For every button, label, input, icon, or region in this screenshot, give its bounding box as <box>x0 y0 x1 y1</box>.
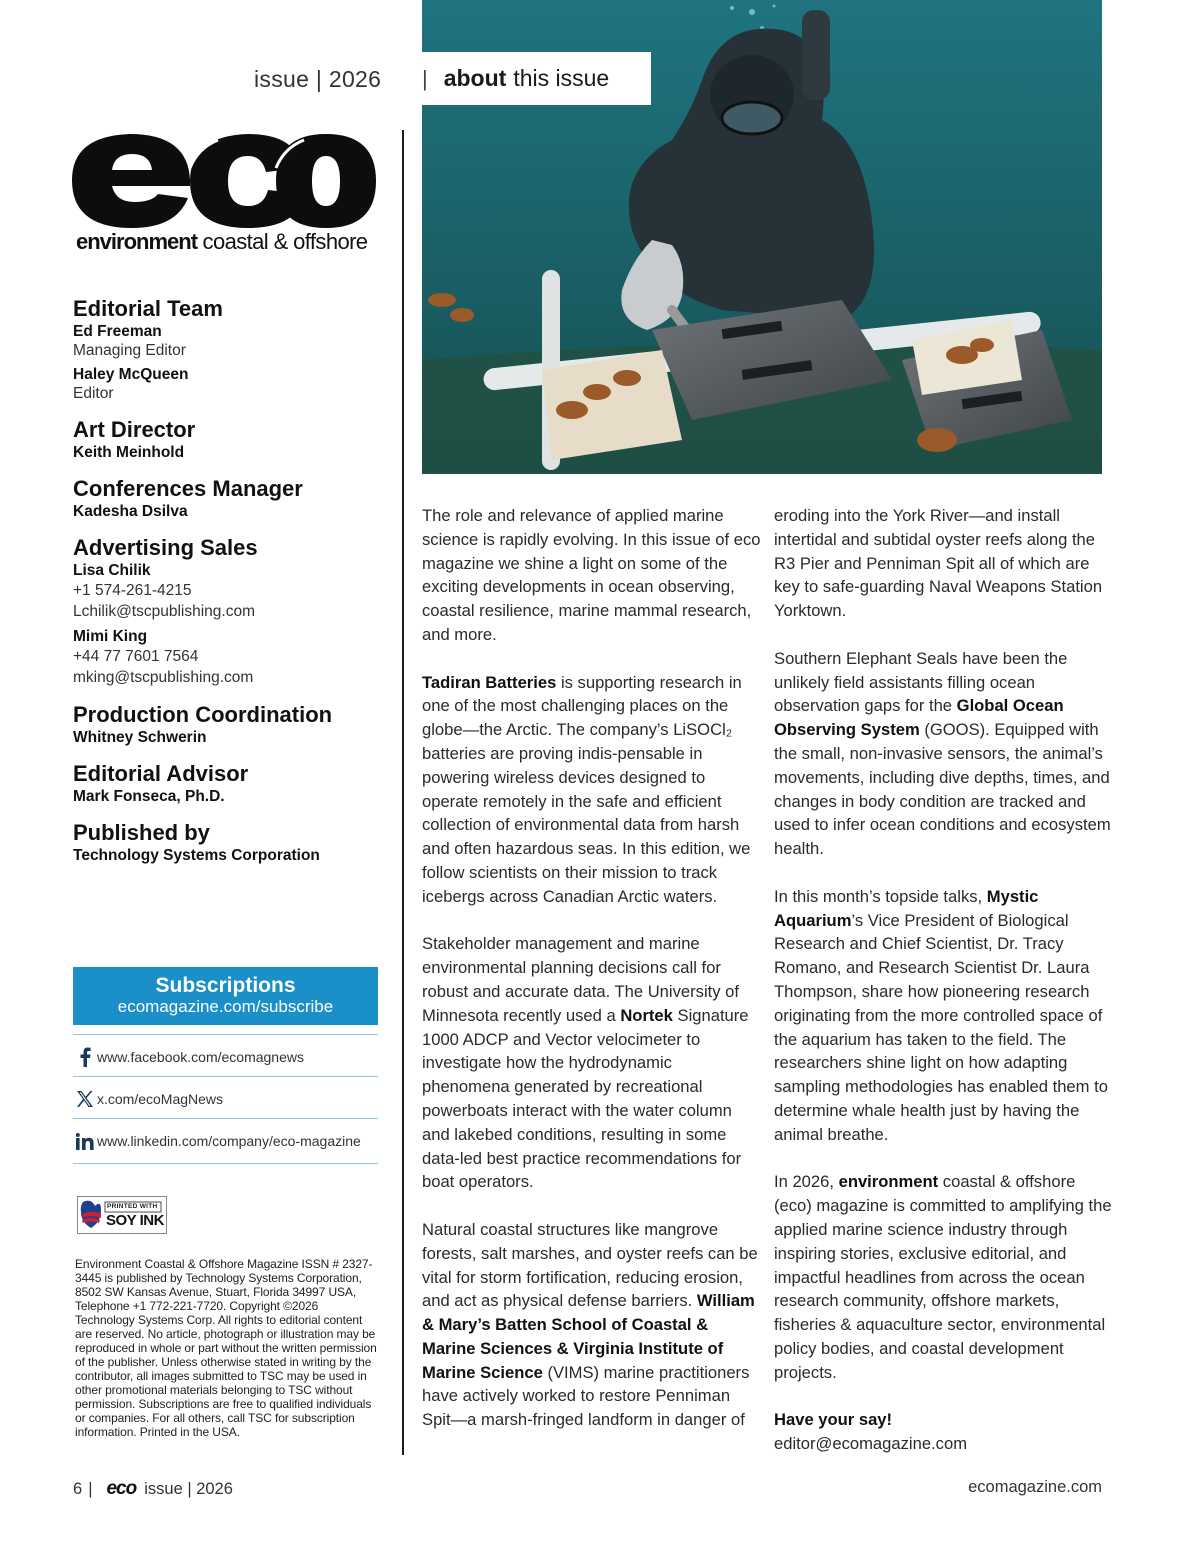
social-x[interactable] <box>73 1078 378 1120</box>
body-para-2-bold: Tadiran Batteries <box>422 672 557 692</box>
soy-ink-badge <box>77 1196 167 1234</box>
soy-ink-line1: PRINTED WITH <box>107 1203 158 1210</box>
page-number: 6 <box>73 1479 83 1498</box>
name-tsc: Technology Systems Corporation <box>73 847 320 864</box>
name-kadesha-dsilva: Kadesha Dsilva <box>73 503 188 520</box>
logo-sub-rest: coastal & offshore <box>202 229 368 254</box>
footer-left <box>73 1478 233 1500</box>
phone-mimi: +44 77 7601 7564 <box>73 648 199 665</box>
about-bold: about <box>443 65 507 91</box>
name-keith-meinhold: Keith Meinhold <box>73 444 185 461</box>
name-mimi-king: Mimi King <box>73 628 148 645</box>
x-icon <box>73 1090 97 1108</box>
heading-art-director: Art Director <box>73 417 196 442</box>
social-rule <box>73 1118 378 1119</box>
body-para-4 <box>422 1218 762 1432</box>
social-rule <box>73 1163 378 1164</box>
facebook-icon <box>73 1047 97 1067</box>
role-managing-editor: Managing Editor <box>73 342 186 359</box>
body-para-6-bold: Mystic Aquarium <box>774 886 1039 930</box>
facebook-link[interactable]: www.facebook.com/ecomagnews <box>97 1049 304 1065</box>
body-para-4-continued: eroding into the York River—and install intertidal and subtidal oyster reefs along the R3 Pier and Penniman Spit all of which are key to safe-guarding Naval Weapons Station Yorktown. <box>774 506 1103 621</box>
body-para-3-a: Stakeholder management and marine environmental planning decisions call for robust and accurate data. The University of Minnesota recently used a <box>422 934 739 1025</box>
about-this-issue-header <box>422 52 651 105</box>
logo-sub-bold: environment <box>76 229 198 254</box>
heading-production-coordination: Production Coordination <box>73 702 333 727</box>
body-para-5-bold: Global Ocean Observing System <box>774 696 1064 740</box>
body-para-5 <box>774 647 1114 861</box>
legal-notice: Environment Coastal & Offshore Magazine ISSN # 2327-3445 is published by Technology Systems Corporation, 8502 SW Kansas Avenue, Stuart, Florida 34997 USA, Telephone +1 772-221-7720. Copyright ©2026 Technology Systems Corp. All rights to editorial content are reserved. No article, photograph or illustration may be reproduced in whole or part without the written permission of the publisher. Unless otherwise stated in writing by the contributor, all images submitted to TSC may be used in other promotional materials belonging to TSC without permission. Subscriptions are free to qualified individuals or companies. For all others, call TSC for subscription information. Printed in the USA. <box>75 1257 377 1439</box>
masthead <box>73 296 393 865</box>
heading-editorial-team: Editorial Team <box>73 296 223 321</box>
phone-lisa: +1 574-261-4215 <box>73 582 192 599</box>
soy-ink-line2: SOY INK <box>106 1212 164 1229</box>
body-para-7-a: In 2026, <box>774 1172 839 1192</box>
cta-bold: Have your say! <box>774 1410 893 1430</box>
body-para-3-bold: Nortek <box>620 1005 673 1025</box>
body-para-6 <box>774 885 1114 1147</box>
body-para-4-a: Natural coastal structures like mangrove forests, salt marshes, and oyster reefs can be vital for storm fortification, reducing erosion, and act as physical defense barriers. <box>422 1219 758 1311</box>
body-para-7 <box>774 1170 1114 1384</box>
footer-eco-logo: eco <box>106 1478 137 1499</box>
body-column-2 <box>774 504 1114 1456</box>
role-editor: Editor <box>73 385 114 402</box>
name-mark-fonseca: Mark Fonseca, Ph.D. <box>73 788 225 805</box>
call-to-action <box>774 1408 1114 1456</box>
body-column-1 <box>422 504 762 1432</box>
cta-email[interactable]: editor@ecomagazine.com <box>774 1434 968 1454</box>
logo-subtitle <box>76 229 367 255</box>
about-rest: this issue <box>513 65 610 91</box>
body-para-4-b: (VIMS) marine practitioners have actively worked to restore Penniman Spit—a marsh-fringed landform in danger of <box>422 1362 750 1430</box>
heading-published-by: Published by <box>73 820 210 845</box>
social-linkedin[interactable] <box>73 1120 378 1162</box>
subscriptions-title: Subscriptions <box>155 974 296 997</box>
column-divider <box>402 130 404 1455</box>
body-para-4-bold: William & Mary’s Batten School of Coastal & Marine Sciences & Virginia Institute of Marine Science <box>422 1291 755 1382</box>
footer-issue: issue | 2026 <box>144 1479 233 1498</box>
body-para-2-rest: is supporting research in one of the most challenging places on the globe—the Arctic. The company’s LiSOCl₂ batteries are proving indis-pensable in powering wireless devices designed to operate remotely in the safe and efficient collection of environmental data from harsh and often hazardous seas. In this edition, we follow scientists on their mission to track icebergs across Canadian Arctic waters. <box>422 672 751 906</box>
subscriptions-banner[interactable] <box>73 967 378 1025</box>
x-link[interactable]: x.com/ecoMagNews <box>97 1091 224 1107</box>
heading-conferences-manager: Conferences Manager <box>73 476 303 501</box>
body-para-3 <box>422 932 762 1194</box>
body-para-2 <box>422 671 762 909</box>
body-para-6-a: In this month’s topside talks, <box>774 886 987 906</box>
name-lisa-chilik: Lisa Chilik <box>73 562 151 579</box>
email-lisa[interactable]: Lchilik@tscpublishing.com <box>73 603 256 620</box>
social-rule <box>73 1076 378 1077</box>
issue-label: issue | 2026 <box>254 66 382 92</box>
body-para-3-b: Signature 1000 ADCP and Vector velocimeter to investigate how the hydrodynamic phenomena generated by recreational powerboats interact with the water column and lakebed conditions, resulting in some data-led best practice recommendations for boat operators. <box>422 1005 749 1192</box>
body-para-5-a: Southern Elephant Seals have been the unlikely field assistants filling ocean observation gaps for the <box>774 648 1068 716</box>
body-para-6-b: ’s Vice President of Biological Research and Chief Scientist, Dr. Tracy Romano, and Research Scientist Dr. Laura Thompson, share how pioneering research originating from the more controlled space of the aquarium has taken to the field. The researchers shine light on how adapting sampling methodologies has enabled them to determine whale health just by having the animal breathe. <box>774 910 1108 1144</box>
eco-wordmark <box>70 128 380 228</box>
subscriptions-url[interactable]: ecomagazine.com/subscribe <box>117 997 334 1016</box>
body-para-7-b: coastal & offshore (eco) magazine is committed to amplifying the applied marine science industry through inspiring stories, exclusive editorial, and impactful headlines from across the ocean research community, offshore markets, fisheries & aquaculture sector, environmental policy bodies, and coastal development projects. <box>774 1172 1112 1382</box>
heading-advertising-sales: Advertising Sales <box>73 535 258 560</box>
body-para-1: The role and relevance of applied marine science is rapidly evolving. In this issue of eco magazine we shine a light on some of the exciting developments in ocean observing, coastal resilience, marine mammal research, and more. <box>422 506 761 644</box>
email-mimi[interactable]: mking@tscpublishing.com <box>73 669 254 686</box>
footer-site[interactable]: ecomagazine.com <box>968 1478 1102 1496</box>
social-rule <box>73 1034 378 1035</box>
name-haley-mcqueen: Haley McQueen <box>73 366 189 383</box>
name-whitney-schwerin: Whitney Schwerin <box>73 729 207 746</box>
body-para-7-bold: environment <box>838 1172 939 1192</box>
linkedin-icon <box>73 1133 97 1150</box>
heading-editorial-advisor: Editorial Advisor <box>73 761 249 786</box>
footer-pipe: | <box>88 1479 93 1498</box>
name-ed-freeman: Ed Freeman <box>73 323 162 340</box>
linkedin-link[interactable]: www.linkedin.com/company/eco-magazine <box>97 1133 361 1149</box>
body-para-5-b: (GOOS). Equipped with the small, non-invasive sensors, the animal’s movements, including dive depths, times, and changes in body condition are tracked and used to infer ocean conditions and ecosystem health. <box>774 720 1111 859</box>
header-pipe: | <box>422 65 428 91</box>
social-facebook[interactable] <box>73 1036 378 1078</box>
